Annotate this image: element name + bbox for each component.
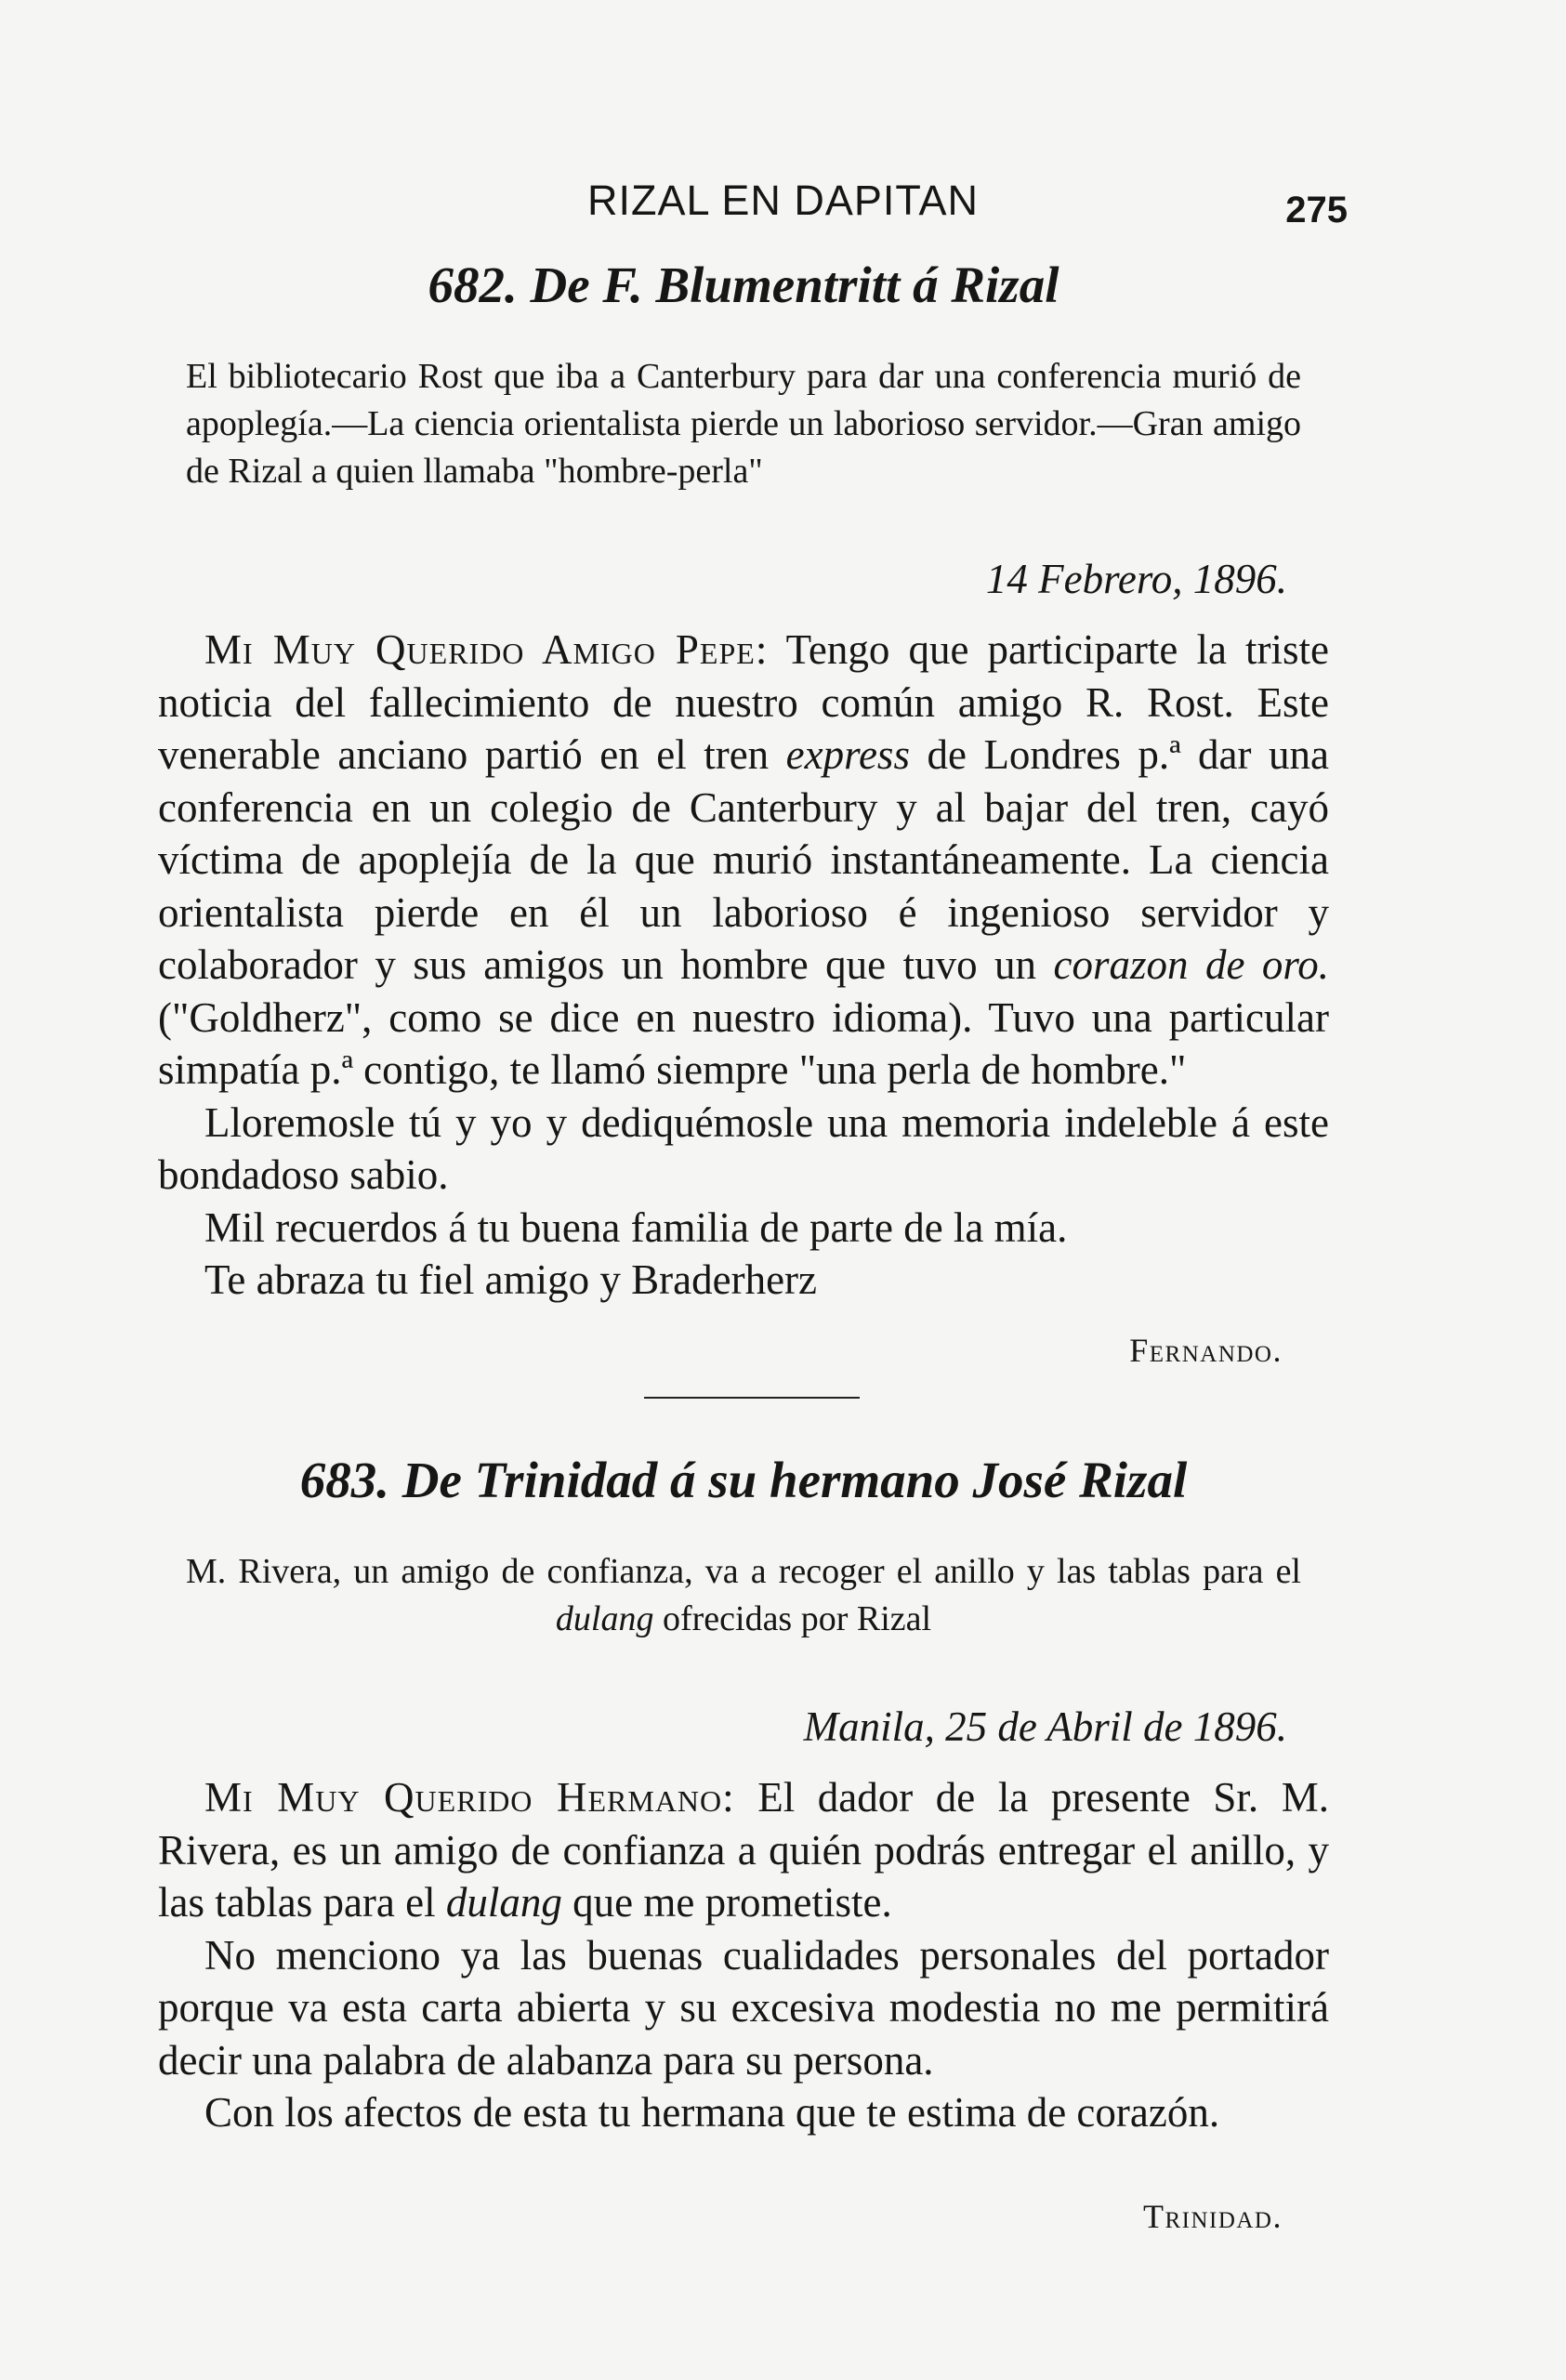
paragraph-text: Tengo que participarte la triste noticia del fallecimiento de nuestro común amigo R. Rost. Este venerable anciano partió en el tren (158, 626, 1329, 778)
body-paragraph: No menciono ya las buenas cualidades personales del portador porque va esta carta abierta y su excesiva modestia no me permitirá decir una palabra de alabanza para su persona. (158, 1931, 1329, 2084)
paragraph-text: El dador de la presente Sr. M. Rivera, es un amigo de confianza a quién podrás entregar el anillo, y las tablas para el (158, 1774, 1329, 1926)
italic-word: dulang (555, 1599, 654, 1638)
paragraph-text: de Londres p.ª dar una conferencia en un colegio de Canterbury y al bajar del tren, cayó víctima de apoplejía de la que murió instantáneamente. La ciencia orientalista pierde en él un laborioso é ingenioso servidor y colaborador y sus amigos un hombre que tuvo un (158, 731, 1329, 988)
letter-summary (186, 1548, 1301, 1643)
salutation: Mi Muy Querido Amigo Pepe: (204, 626, 769, 673)
letter-dateline: Manila, 25 de Abril de 1896. (803, 1703, 1287, 1750)
body-paragraph: Con los afectos de esta tu hermana que te estima de corazón. (204, 2089, 1220, 2136)
section-divider (644, 1397, 860, 1399)
italic-word: dulang (445, 1879, 562, 1926)
letter-signature: Fernando. (1129, 1331, 1283, 1369)
paragraph-text: que me prometiste. (561, 1879, 892, 1926)
summary-text: ofrecidas por Rizal (653, 1599, 932, 1638)
letter-683 (158, 1448, 1329, 2236)
letter-body (158, 624, 1329, 1307)
letter-heading: 682. De F. Blumentritt á Rizal (428, 256, 1059, 313)
body-paragraph (158, 624, 1329, 1097)
letter-dateline: 14 Febrero, 1896. (985, 556, 1287, 602)
body-paragraph (158, 1771, 1329, 1929)
salutation: Mi Muy Querido Hermano: (204, 1774, 735, 1821)
letter-signature: Trinidad. (1142, 2197, 1283, 2235)
body-paragraph: Mil recuerdos á tu buena familia de parte de la mía. (204, 1203, 1068, 1251)
summary-text: M. Rivera, un amigo de confianza, va a recoger el anillo y las tablas para el (186, 1552, 1301, 1591)
body-paragraph: Te abraza tu fiel amigo y Braderherz (204, 1256, 818, 1303)
running-title: RIZAL EN DAPITAN (586, 177, 980, 224)
letter-body (158, 1771, 1329, 2139)
letter-heading: 683. De Trinidad á su hermano José Rizal (299, 1452, 1188, 1508)
letter-summary: El bibliotecario Rost que iba a Canterbury para dar una conferencia murió de apoplegía.—La ciencia orientalista pierde un laborioso servidor.—Gran amigo de Rizal a quien llamaba "hombre-perla" (186, 357, 1301, 491)
italic-word: express (785, 731, 910, 778)
italic-phrase: corazon de oro. (1053, 941, 1329, 988)
paragraph-text: ("Goldherz", como se dice en nuestro idioma). Tuvo una particular simpatía p.ª contigo, te llamó siempre "una perla de hombre." (158, 993, 1329, 1093)
running-head (0, 177, 1566, 242)
body-paragraph: Lloremosle tú y yo y dediquémosle una memoria indeleble á este bondadoso sabio. (158, 1098, 1329, 1198)
letter-682 (158, 253, 1329, 1370)
page-number: 275 (1285, 190, 1348, 230)
